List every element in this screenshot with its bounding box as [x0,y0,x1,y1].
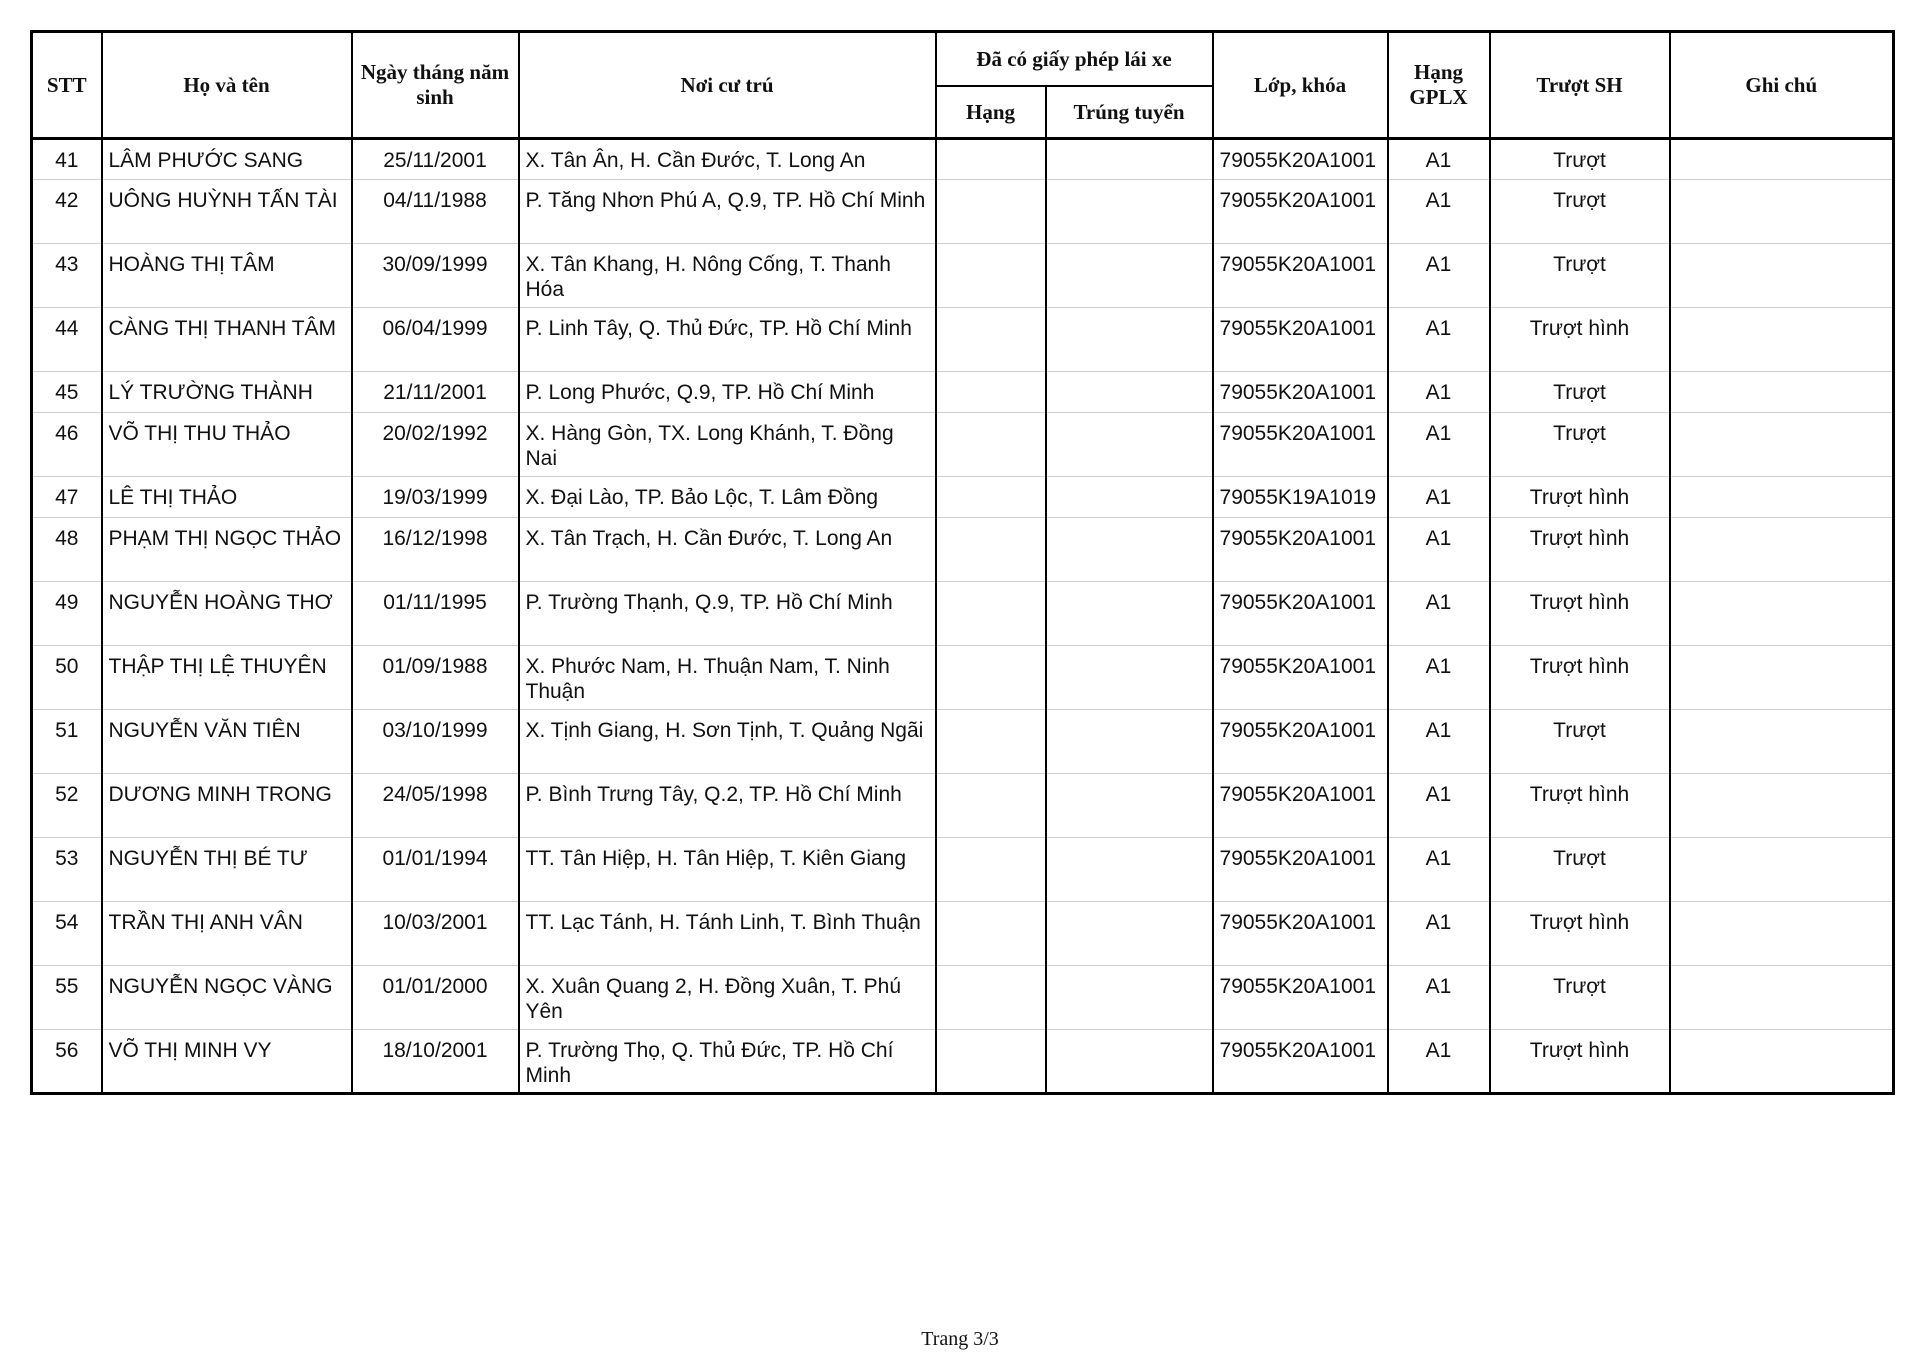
header-class-course: Lớp, khóa [1213,32,1388,139]
cell-admitted [1046,838,1213,902]
cell-dob: 03/10/1999 [352,710,519,774]
table-row [32,372,1894,413]
cell-dob: 04/11/1988 [352,180,519,244]
cell-gplx-class: A1 [1388,774,1490,838]
cell-fail-sh: Trượt [1490,966,1670,1030]
cell-gplx-class: A1 [1388,710,1490,774]
cell-note [1670,902,1894,966]
cell-fail-sh: Trượt [1490,180,1670,244]
cell-name: TRẦN THỊ ANH VÂN [102,902,352,966]
cell-note [1670,180,1894,244]
cell-stt: 42 [32,180,102,244]
cell-license-class [936,902,1046,966]
cell-license-class [936,180,1046,244]
cell-dob: 16/12/1998 [352,518,519,582]
cell-residence: X. Tân Trạch, H. Cần Đước, T. Long An [519,518,936,582]
table-row [32,413,1894,477]
cell-note [1670,244,1894,308]
table-row [32,582,1894,646]
cell-note [1670,372,1894,413]
cell-dob: 01/09/1988 [352,646,519,710]
cell-gplx-class: A1 [1388,902,1490,966]
cell-class-course: 79055K20A1001 [1213,582,1388,646]
cell-residence: P. Tăng Nhơn Phú A, Q.9, TP. Hồ Chí Minh [519,180,936,244]
cell-license-class [936,646,1046,710]
cell-license-class [936,774,1046,838]
cell-class-course: 79055K20A1001 [1213,646,1388,710]
table-row [32,838,1894,902]
cell-gplx-class: A1 [1388,244,1490,308]
cell-stt: 55 [32,966,102,1030]
cell-fail-sh: Trượt [1490,244,1670,308]
cell-license-class [936,966,1046,1030]
cell-stt: 46 [32,413,102,477]
cell-note [1670,139,1894,180]
cell-residence: P. Bình Trưng Tây, Q.2, TP. Hồ Chí Minh [519,774,936,838]
cell-name: DƯƠNG MINH TRONG [102,774,352,838]
cell-gplx-class: A1 [1388,372,1490,413]
cell-note [1670,582,1894,646]
header-license-class: Hạng [936,86,1046,139]
table-row [32,902,1894,966]
cell-name: HOÀNG THỊ TÂM [102,244,352,308]
cell-gplx-class: A1 [1388,838,1490,902]
cell-admitted [1046,139,1213,180]
table-row [32,308,1894,372]
cell-license-class [936,244,1046,308]
cell-admitted [1046,646,1213,710]
cell-fail-sh: Trượt hình [1490,902,1670,966]
cell-gplx-class: A1 [1388,518,1490,582]
cell-admitted [1046,902,1213,966]
cell-class-course: 79055K20A1001 [1213,1030,1388,1094]
cell-note [1670,308,1894,372]
cell-stt: 54 [32,902,102,966]
page-number: Trang 3/3 [921,1328,999,1350]
cell-dob: 01/11/1995 [352,582,519,646]
cell-dob: 01/01/2000 [352,966,519,1030]
cell-license-class [936,518,1046,582]
cell-class-course: 79055K20A1001 [1213,308,1388,372]
cell-gplx-class: A1 [1388,139,1490,180]
header-license-group: Đã có giấy phép lái xe [936,32,1213,87]
cell-fail-sh: Trượt hình [1490,582,1670,646]
cell-residence: X. Tân Ân, H. Cần Đước, T. Long An [519,139,936,180]
cell-name: VÕ THỊ THU THẢO [102,413,352,477]
cell-residence: P. Long Phước, Q.9, TP. Hồ Chí Minh [519,372,936,413]
cell-stt: 50 [32,646,102,710]
cell-stt: 56 [32,1030,102,1094]
cell-name: UÔNG HUỲNH TẤN TÀI [102,180,352,244]
cell-name: NGUYỄN THỊ BÉ TƯ [102,838,352,902]
cell-stt: 49 [32,582,102,646]
cell-gplx-class: A1 [1388,413,1490,477]
cell-gplx-class: A1 [1388,582,1490,646]
cell-stt: 45 [32,372,102,413]
cell-note [1670,1030,1894,1094]
cell-residence: X. Tân Khang, H. Nông Cống, T. Thanh Hóa [519,244,936,308]
cell-admitted [1046,372,1213,413]
cell-note [1670,518,1894,582]
cell-stt: 47 [32,477,102,518]
cell-admitted [1046,308,1213,372]
cell-class-course: 79055K19A1019 [1213,477,1388,518]
cell-stt: 51 [32,710,102,774]
table-body [32,139,1894,1094]
cell-license-class [936,582,1046,646]
cell-class-course: 79055K20A1001 [1213,518,1388,582]
cell-note [1670,477,1894,518]
table-row [32,1030,1894,1094]
cell-dob: 21/11/2001 [352,372,519,413]
table-row [32,710,1894,774]
cell-residence: X. Hàng Gòn, TX. Long Khánh, T. Đồng Nai [519,413,936,477]
cell-license-class [936,139,1046,180]
cell-fail-sh: Trượt hình [1490,1030,1670,1094]
cell-fail-sh: Trượt [1490,372,1670,413]
cell-residence: TT. Tân Hiệp, H. Tân Hiệp, T. Kiên Giang [519,838,936,902]
cell-fail-sh: Trượt hình [1490,477,1670,518]
cell-class-course: 79055K20A1001 [1213,902,1388,966]
cell-admitted [1046,477,1213,518]
cell-note [1670,646,1894,710]
cell-gplx-class: A1 [1388,308,1490,372]
cell-class-course: 79055K20A1001 [1213,180,1388,244]
cell-note [1670,966,1894,1030]
cell-class-course: 79055K20A1001 [1213,774,1388,838]
cell-stt: 41 [32,139,102,180]
cell-stt: 48 [32,518,102,582]
results-page [30,30,1892,1095]
cell-fail-sh: Trượt [1490,710,1670,774]
cell-fail-sh: Trượt hình [1490,308,1670,372]
cell-dob: 30/09/1999 [352,244,519,308]
header-note: Ghi chú [1670,32,1894,139]
cell-dob: 10/03/2001 [352,902,519,966]
cell-fail-sh: Trượt [1490,139,1670,180]
cell-admitted [1046,1030,1213,1094]
cell-name: NGUYỄN NGỌC VÀNG [102,966,352,1030]
cell-license-class [936,413,1046,477]
cell-name: NGUYỄN VĂN TIÊN [102,710,352,774]
table-row [32,966,1894,1030]
cell-name: LÂM PHƯỚC SANG [102,139,352,180]
cell-fail-sh: Trượt [1490,413,1670,477]
cell-admitted [1046,518,1213,582]
cell-name: THẬP THỊ LỆ THUYÊN [102,646,352,710]
header-admitted: Trúng tuyển [1046,86,1213,139]
cell-class-course: 79055K20A1001 [1213,838,1388,902]
cell-admitted [1046,710,1213,774]
table-row [32,774,1894,838]
cell-name: CÀNG THỊ THANH TÂM [102,308,352,372]
cell-license-class [936,477,1046,518]
cell-gplx-class: A1 [1388,966,1490,1030]
cell-residence: X. Tịnh Giang, H. Sơn Tịnh, T. Quảng Ngãi [519,710,936,774]
header-stt: STT [32,32,102,139]
cell-name: NGUYỄN HOÀNG THƠ [102,582,352,646]
cell-admitted [1046,180,1213,244]
table-row [32,518,1894,582]
cell-dob: 19/03/1999 [352,477,519,518]
cell-dob: 01/01/1994 [352,838,519,902]
table-row [32,139,1894,180]
cell-dob: 18/10/2001 [352,1030,519,1094]
header-gplx-class: Hạng GPLX [1388,32,1490,139]
cell-note [1670,838,1894,902]
cell-residence: P. Linh Tây, Q. Thủ Đức, TP. Hồ Chí Minh [519,308,936,372]
table-row [32,244,1894,308]
cell-name: LÝ TRƯỜNG THÀNH [102,372,352,413]
table-row [32,180,1894,244]
cell-residence: X. Đại Lào, TP. Bảo Lộc, T. Lâm Đồng [519,477,936,518]
cell-name: PHẠM THỊ NGỌC THẢO [102,518,352,582]
cell-dob: 20/02/1992 [352,413,519,477]
cell-class-course: 79055K20A1001 [1213,413,1388,477]
cell-class-course: 79055K20A1001 [1213,710,1388,774]
cell-name: LÊ THỊ THẢO [102,477,352,518]
cell-note [1670,774,1894,838]
cell-residence: X. Phước Nam, H. Thuận Nam, T. Ninh Thuận [519,646,936,710]
cell-gplx-class: A1 [1388,1030,1490,1094]
cell-admitted [1046,774,1213,838]
cell-gplx-class: A1 [1388,477,1490,518]
cell-admitted [1046,413,1213,477]
header-dob: Ngày tháng năm sinh [352,32,519,139]
cell-class-course: 79055K20A1001 [1213,372,1388,413]
cell-stt: 44 [32,308,102,372]
cell-license-class [936,710,1046,774]
cell-license-class [936,372,1046,413]
cell-fail-sh: Trượt hình [1490,646,1670,710]
cell-residence: P. Trường Thọ, Q. Thủ Đức, TP. Hồ Chí Minh [519,1030,936,1094]
cell-fail-sh: Trượt hình [1490,518,1670,582]
cell-gplx-class: A1 [1388,646,1490,710]
results-table [30,30,1895,1095]
cell-gplx-class: A1 [1388,180,1490,244]
cell-fail-sh: Trượt hình [1490,774,1670,838]
cell-class-course: 79055K20A1001 [1213,966,1388,1030]
cell-residence: X. Xuân Quang 2, H. Đồng Xuân, T. Phú Yên [519,966,936,1030]
cell-residence: TT. Lạc Tánh, H. Tánh Linh, T. Bình Thuận [519,902,936,966]
cell-note [1670,413,1894,477]
cell-admitted [1046,244,1213,308]
cell-stt: 53 [32,838,102,902]
cell-dob: 25/11/2001 [352,139,519,180]
cell-name: VÕ THỊ MINH VY [102,1030,352,1094]
cell-fail-sh: Trượt [1490,838,1670,902]
header-fail-sh: Trượt SH [1490,32,1670,139]
cell-class-course: 79055K20A1001 [1213,139,1388,180]
cell-residence: P. Trường Thạnh, Q.9, TP. Hồ Chí Minh [519,582,936,646]
header-name: Họ và tên [102,32,352,139]
cell-dob: 24/05/1998 [352,774,519,838]
cell-license-class [936,308,1046,372]
cell-license-class [936,838,1046,902]
cell-stt: 52 [32,774,102,838]
cell-dob: 06/04/1999 [352,308,519,372]
cell-note [1670,710,1894,774]
cell-admitted [1046,582,1213,646]
cell-class-course: 79055K20A1001 [1213,244,1388,308]
header-residence: Nơi cư trú [519,32,936,139]
table-row [32,477,1894,518]
table-header [32,32,1894,139]
cell-admitted [1046,966,1213,1030]
cell-stt: 43 [32,244,102,308]
table-row [32,646,1894,710]
cell-license-class [936,1030,1046,1094]
